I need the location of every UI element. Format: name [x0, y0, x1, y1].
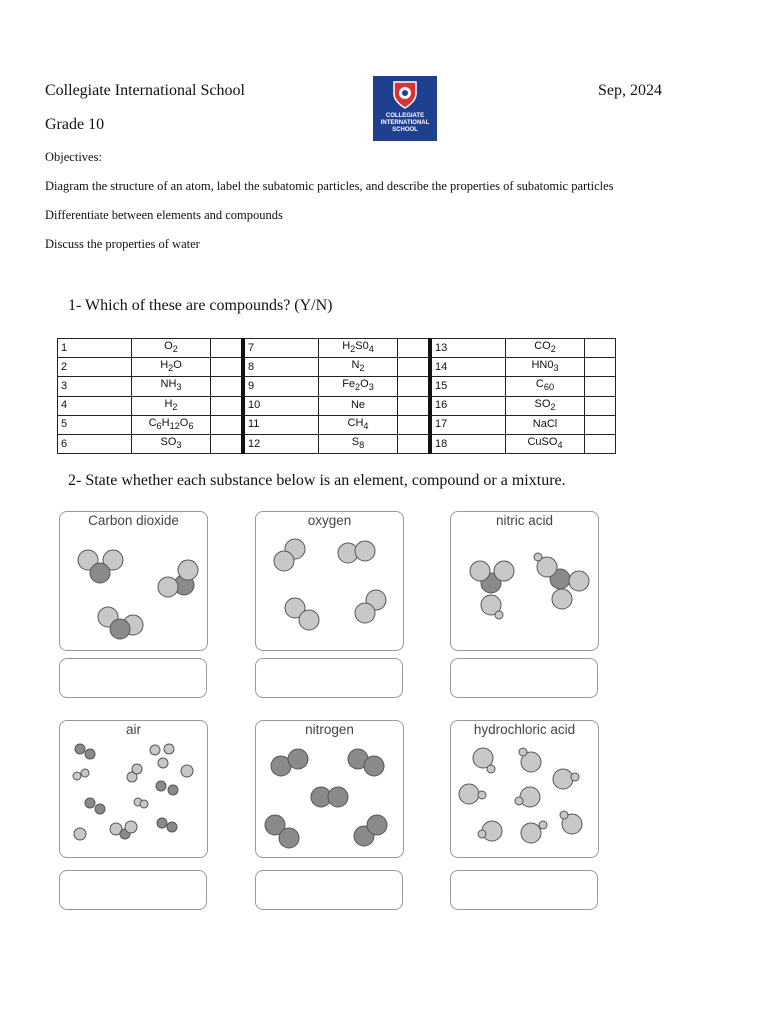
question-2: 2- State whether each substance below is an element, compound or a mixture.: [68, 472, 566, 489]
substance-card-carbon-dioxide: [59, 511, 208, 651]
atom: [553, 769, 573, 789]
item-number: 16: [430, 396, 506, 415]
item-number: 3: [58, 377, 132, 396]
answer-cell[interactable]: [398, 415, 431, 434]
item-number: 18: [430, 434, 506, 453]
substance-label: nitrogen: [305, 722, 354, 737]
atom: [487, 765, 495, 773]
atom: [178, 560, 198, 580]
answer-cell[interactable]: [211, 396, 244, 415]
molecule-diagram: [451, 721, 598, 857]
atom: [478, 791, 486, 799]
date: Sep, 2024: [598, 82, 662, 99]
atom: [552, 589, 572, 609]
formula: $C_6H_{12}O_6$: [132, 415, 211, 434]
answer-cell[interactable]: [211, 358, 244, 377]
answer-cell[interactable]: [398, 434, 431, 453]
formula: $N_2$: [319, 358, 398, 377]
item-number: 7: [243, 339, 319, 358]
item-number: 5: [58, 415, 132, 434]
substance-label: nitric acid: [495, 513, 554, 528]
formula: CuSO$_4$: [506, 434, 585, 453]
school-name: Collegiate International School: [45, 82, 245, 99]
substance-card-nitric-acid: [450, 511, 599, 651]
atom: [95, 804, 105, 814]
formula: NaCl: [506, 415, 585, 434]
substance-label: oxygen: [307, 513, 352, 528]
answer-cell[interactable]: [585, 377, 616, 396]
logo-text-2: INTERNATIONAL: [380, 120, 430, 126]
item-number: 11: [243, 415, 319, 434]
atom: [156, 781, 166, 791]
atom: [85, 798, 95, 808]
molecule-diagram: [60, 512, 207, 650]
atom: [132, 764, 142, 774]
atom: [494, 561, 514, 581]
logo-text-3: SCHOOL: [392, 127, 418, 133]
answer-cell[interactable]: [211, 339, 244, 358]
grade: Grade 10: [45, 116, 105, 133]
answer-cell[interactable]: [398, 339, 431, 358]
atom: [140, 800, 148, 808]
atom: [539, 821, 547, 829]
objective-2: Differentiate between elements and compounds: [45, 208, 283, 222]
answer-box-air[interactable]: [59, 870, 207, 910]
item-number: 15: [430, 377, 506, 396]
logo-text-1: COLLEGIATE: [385, 113, 425, 119]
formula: $CO_2$: [506, 339, 585, 358]
atom: [569, 571, 589, 591]
formula: $SO_2$: [506, 396, 585, 415]
atom: [495, 611, 503, 619]
molecule-diagram: [60, 721, 207, 857]
item-number: 1: [58, 339, 132, 358]
item-number: 14: [430, 358, 506, 377]
atom: [157, 818, 167, 828]
table-row: [58, 396, 616, 415]
formula: $SO_3$: [132, 434, 211, 453]
formula: $C_{60}$: [506, 377, 585, 396]
item-number: 8: [243, 358, 319, 377]
answer-box-nitric-acid[interactable]: [450, 658, 598, 698]
atom: [158, 577, 178, 597]
item-number: 10: [243, 396, 319, 415]
atom: [168, 785, 178, 795]
substance-card-oxygen: [255, 511, 404, 651]
atom: [279, 828, 299, 848]
molecule-diagram: [256, 512, 403, 650]
table-row: [58, 434, 616, 453]
objectives-heading: Objectives:: [45, 150, 102, 164]
answer-cell[interactable]: [211, 434, 244, 453]
answer-box-carbon-dioxide[interactable]: [59, 658, 207, 698]
answer-box-oxygen[interactable]: [255, 658, 403, 698]
atom: [90, 563, 110, 583]
formula: $HN0_3$: [506, 358, 585, 377]
table-row: [58, 339, 616, 358]
substance-card-air: [59, 720, 208, 858]
formula: Ne: [319, 396, 398, 415]
table-row: [58, 358, 616, 377]
atom: [328, 787, 348, 807]
compounds-table: [57, 338, 616, 454]
atom: [110, 619, 130, 639]
formula: $CH_4$: [319, 415, 398, 434]
atom: [364, 756, 384, 776]
school-logo: [373, 76, 437, 141]
atom: [367, 815, 387, 835]
substance-label: air: [125, 722, 141, 737]
item-number: 12: [243, 434, 319, 453]
answer-box-nitrogen[interactable]: [255, 870, 403, 910]
answer-cell[interactable]: [211, 377, 244, 396]
atom: [274, 551, 294, 571]
atom: [519, 748, 527, 756]
table-row: [58, 377, 616, 396]
substance-card-nitrogen: [255, 720, 404, 858]
atom: [164, 744, 174, 754]
atom: [470, 561, 490, 581]
answer-cell[interactable]: [585, 339, 616, 358]
formula: $H_2$: [132, 396, 211, 415]
answer-cell[interactable]: [398, 396, 431, 415]
answer-cell[interactable]: [398, 358, 431, 377]
formula: $Fe_2O_3$: [319, 377, 398, 396]
item-number: 2: [58, 358, 132, 377]
answer-cell[interactable]: [585, 396, 616, 415]
atom: [478, 830, 486, 838]
substance-label: Carbon dioxide: [88, 513, 179, 528]
formula: $S_8$: [319, 434, 398, 453]
formula: $O_2$: [132, 339, 211, 358]
atom: [355, 603, 375, 623]
atom: [299, 610, 319, 630]
atom: [74, 828, 86, 840]
atom: [81, 769, 89, 777]
answer-box-hydrochloric-acid[interactable]: [450, 870, 598, 910]
answer-cell[interactable]: [398, 377, 431, 396]
atom: [85, 749, 95, 759]
atom: [288, 749, 308, 769]
item-number: 9: [243, 377, 319, 396]
atom: [158, 758, 168, 768]
atom: [73, 772, 81, 780]
atom: [355, 541, 375, 561]
atom: [125, 821, 137, 833]
atom: [515, 797, 523, 805]
atom: [571, 773, 579, 781]
formula: $H_2O$: [132, 358, 211, 377]
answer-cell[interactable]: [211, 415, 244, 434]
objective-1: Diagram the structure of an atom, label the subatomic particles, and describe the properties of subatomic particles: [45, 179, 614, 193]
atom: [534, 553, 542, 561]
item-number: 6: [58, 434, 132, 453]
substance-label: hydrochloric acid: [473, 722, 576, 737]
formula: $NH_3$: [132, 377, 211, 396]
atom: [181, 765, 193, 777]
atom: [520, 787, 540, 807]
question-1: 1- Which of these are compounds? (Y/N): [68, 297, 333, 314]
answer-cell[interactable]: [585, 415, 616, 434]
formula: $H_2S0_4$: [319, 339, 398, 358]
atom: [521, 823, 541, 843]
molecule-diagram: [256, 721, 403, 857]
item-number: 4: [58, 396, 132, 415]
molecule-diagram: [451, 512, 598, 650]
atom: [167, 822, 177, 832]
atom: [459, 784, 479, 804]
atom: [560, 811, 568, 819]
answer-cell[interactable]: [585, 434, 616, 453]
objective-3: Discuss the properties of water: [45, 237, 200, 251]
table-row: [58, 415, 616, 434]
answer-cell[interactable]: [585, 358, 616, 377]
item-number: 13: [430, 339, 506, 358]
atom: [150, 745, 160, 755]
shield-icon: [392, 80, 418, 110]
item-number: 17: [430, 415, 506, 434]
substance-card-hydrochloric-acid: [450, 720, 599, 858]
atom: [75, 744, 85, 754]
